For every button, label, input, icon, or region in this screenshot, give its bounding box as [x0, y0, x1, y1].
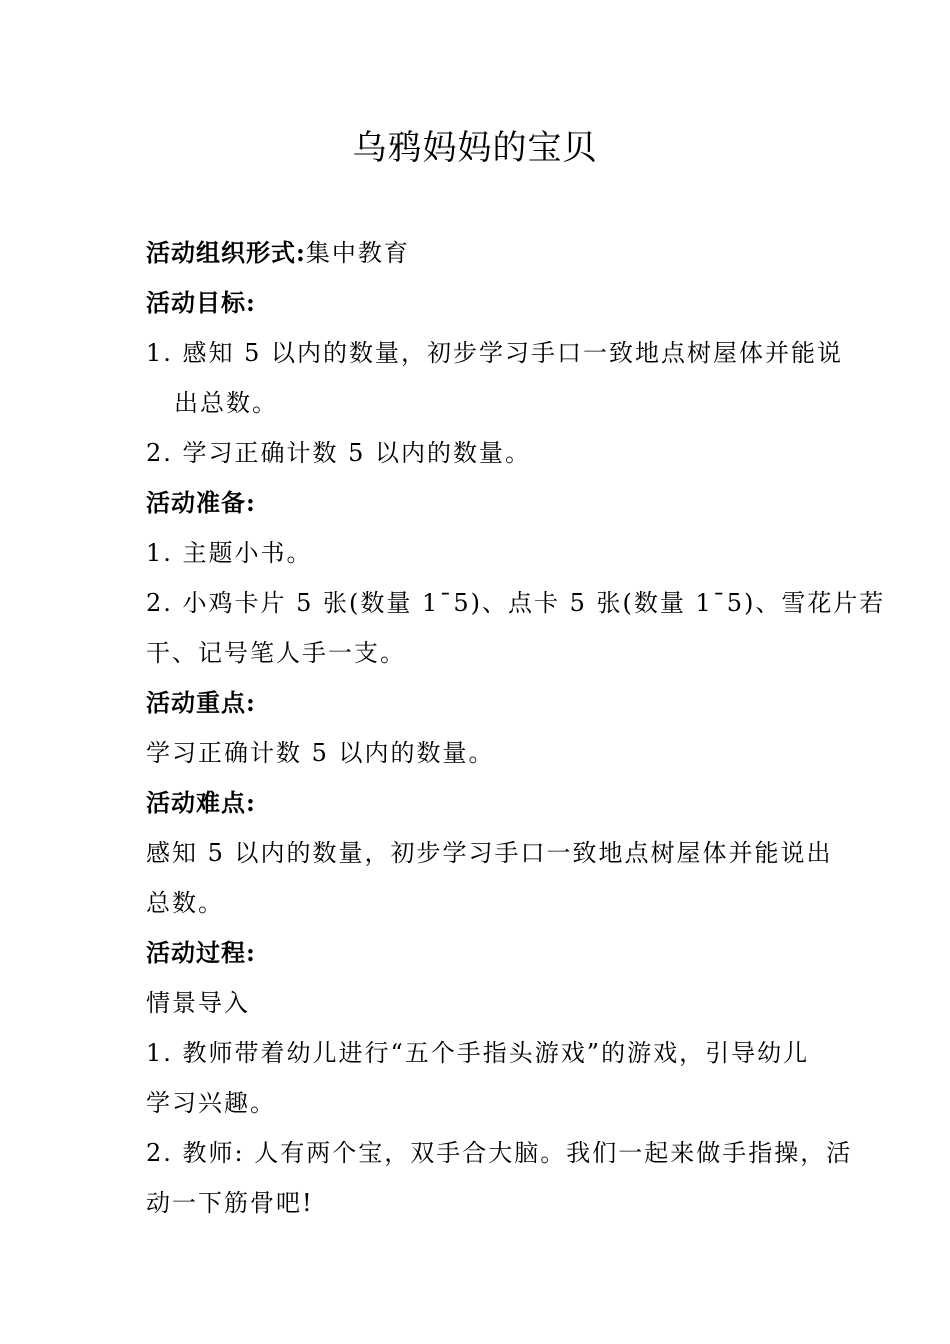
process-item-2: 2. 教师: 人有两个宝，双手合大脑。我们一起来做手指操，活 [146, 1139, 853, 1167]
heading-preparation: 活动准备: [146, 488, 256, 517]
process-item-1: 1. 教师带着幼儿进行“五个手指头游戏”的游戏，引导幼儿 [146, 1039, 810, 1067]
organization-form-value: 集中教育 [305, 239, 410, 267]
heading-difficulty: 活动难点: [146, 788, 256, 817]
goal-item-1: 1. 感知 5 以内的数量，初步学习手口一致地点树屋体并能说 [146, 339, 844, 367]
organization-form-label: 活动组织形式: [146, 238, 306, 267]
organization-form-line [146, 228, 810, 278]
document-body [146, 228, 886, 1228]
preparation-item-2-continued: 干、记号笔人手一支。 [146, 639, 406, 667]
document-title: 乌鸦妈妈的宝贝 [352, 128, 598, 168]
preparation-item-2: 2. 小鸡卡片 5 张(数量 1¯5)、点卡 5 张(数量 1¯5)、雪花片若 [146, 589, 886, 617]
process-item-1-continued: 学习兴趣。 [146, 1089, 276, 1117]
process-intro: 情景导入 [146, 989, 250, 1017]
heading-process: 活动过程: [146, 938, 256, 967]
difficulty-text: 感知 5 以内的数量，初步学习手口一致地点树屋体并能说出 [146, 839, 833, 867]
preparation-item-1: 1. 主题小书。 [146, 539, 313, 567]
key-point-text: 学习正确计数 5 以内的数量。 [146, 739, 495, 767]
difficulty-text-continued: 总数。 [146, 889, 224, 917]
heading-goals: 活动目标: [146, 288, 256, 317]
goal-item-1-continued: 出总数。 [174, 389, 278, 417]
goal-item-2: 2. 学习正确计数 5 以内的数量。 [146, 439, 532, 467]
process-item-2-continued: 动一下筋骨吧! [146, 1189, 314, 1217]
heading-key-point: 活动重点: [146, 688, 256, 717]
